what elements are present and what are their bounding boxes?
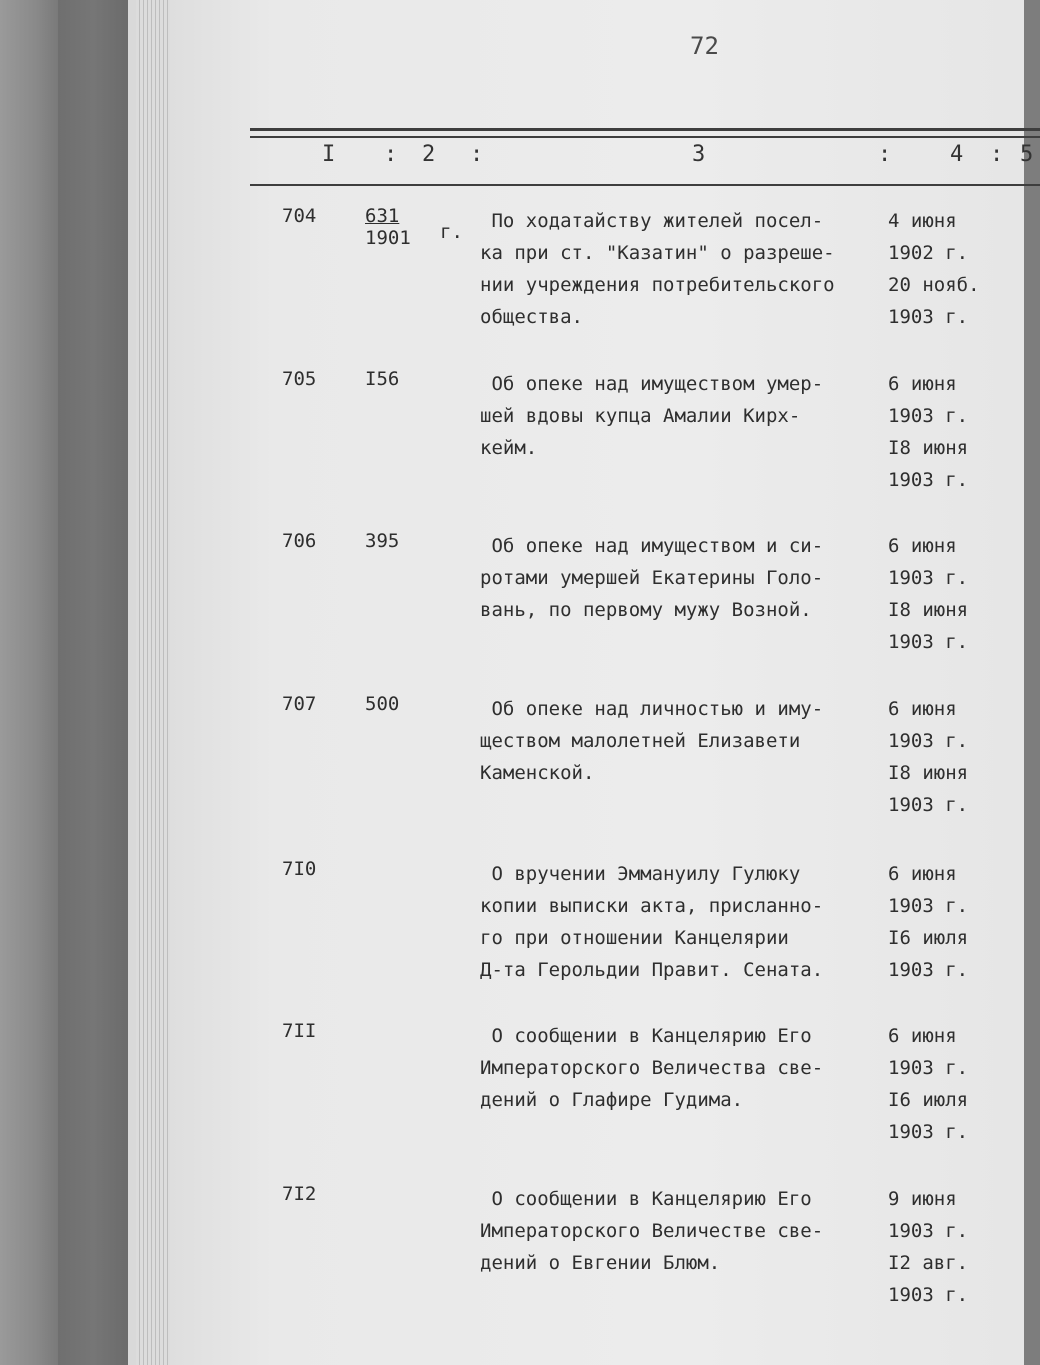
- date-line: 6 июня: [888, 698, 957, 720]
- description-line: копии выписки акта, присланно-: [480, 895, 824, 917]
- date-line: 1903 г.: [888, 1057, 969, 1079]
- entry-dates: [888, 530, 1028, 658]
- entry-description: [480, 693, 890, 789]
- entry-description: [480, 858, 890, 986]
- page-number: 72: [690, 32, 719, 60]
- header-col-3: 3: [692, 142, 706, 167]
- header-separator: :: [878, 142, 892, 167]
- entry-dates: [888, 693, 1028, 821]
- entry-number: 707: [282, 693, 317, 715]
- description-line: вань, по первому мужу Возной.: [480, 599, 812, 621]
- description-line: Об опеке над личностью и иму-: [480, 698, 824, 720]
- description-line: Об опеке над имуществом и си-: [480, 535, 824, 557]
- date-line: 20 нояб.: [888, 274, 980, 296]
- entry-description: [480, 205, 890, 333]
- description-line: По ходатайству жителей посел-: [480, 210, 824, 232]
- description-line: ществом малолетней Елизавети: [480, 730, 801, 752]
- date-line: 1903 г.: [888, 895, 969, 917]
- date-line: 6 июня: [888, 535, 957, 557]
- date-line: 1903 г.: [888, 959, 969, 981]
- page-stack-edge: [136, 0, 170, 1365]
- date-line: 1903 г.: [888, 1220, 969, 1242]
- entry-reference: 395: [365, 530, 400, 552]
- description-line: Д-та Герольдии Правит. Сената.: [480, 959, 824, 981]
- entry-description: [480, 530, 890, 626]
- date-line: 1903 г.: [888, 794, 969, 816]
- description-line: Императорского Величества све-: [480, 1057, 824, 1079]
- description-line: О сообщении в Канцелярию Его: [480, 1025, 812, 1047]
- header-separator: :: [384, 142, 398, 167]
- entry-dates: [888, 368, 1028, 496]
- cover-edge: [128, 0, 136, 1365]
- date-line: I8 июня: [888, 762, 969, 784]
- entry-reference: 500: [365, 693, 400, 715]
- table-header-rule: [250, 184, 1040, 186]
- description-line: Об опеке над имуществом умер-: [480, 373, 824, 395]
- description-line: го при отношении Канцелярии: [480, 927, 789, 949]
- entry-number: 705: [282, 368, 317, 390]
- binding-strip: [58, 0, 128, 1365]
- date-line: I2 авг.: [888, 1252, 969, 1274]
- reference-top: 631: [365, 205, 400, 227]
- header-col-4: 4: [950, 142, 964, 167]
- table-top-rule: [250, 128, 1040, 131]
- date-line: 1903 г.: [888, 730, 969, 752]
- date-line: 1903 г.: [888, 469, 969, 491]
- date-line: 9 июня: [888, 1188, 957, 1210]
- description-line: шей вдовы купца Амалии Кирх-: [480, 405, 801, 427]
- header-separator: :: [990, 142, 1004, 167]
- entry-number: 706: [282, 530, 317, 552]
- binding-cover-left: [0, 0, 58, 1365]
- date-line: 1903 г.: [888, 1284, 969, 1306]
- table-top-rule-second: [250, 136, 1040, 138]
- date-line: 1903 г.: [888, 1121, 969, 1143]
- description-line: дений о Глафире Гудима.: [480, 1089, 744, 1111]
- description-line: ротами умершей Екатерины Голо-: [480, 567, 824, 589]
- date-line: 1902 г.: [888, 242, 969, 264]
- entry-dates: [888, 1183, 1028, 1311]
- description-line: Каменской.: [480, 762, 595, 784]
- entry-number: 7I2: [282, 1183, 317, 1205]
- date-line: 1903 г.: [888, 567, 969, 589]
- date-line: 6 июня: [888, 373, 957, 395]
- entry-number: 7I0: [282, 858, 317, 880]
- entry-reference: I56: [365, 368, 400, 390]
- date-line: 1903 г.: [888, 405, 969, 427]
- entry-dates: [888, 1020, 1028, 1148]
- reference-suffix: г.: [440, 221, 463, 243]
- description-line: ка при ст. "Казатин" о разреше-: [480, 242, 835, 264]
- table-header: [260, 140, 1040, 176]
- description-line: О вручении Эммануилу Гулюку: [480, 863, 801, 885]
- date-line: I8 июня: [888, 599, 969, 621]
- document-page: [170, 0, 1034, 1365]
- date-line: 1903 г.: [888, 631, 969, 653]
- date-line: 4 июня: [888, 210, 957, 232]
- header-col-2: 2: [422, 142, 436, 167]
- entry-description: [480, 1020, 890, 1116]
- description-line: Императорского Величестве све-: [480, 1220, 824, 1242]
- date-line: 6 июня: [888, 863, 957, 885]
- date-line: 6 июня: [888, 1025, 957, 1047]
- header-separator: :: [470, 142, 484, 167]
- entry-description: [480, 1183, 890, 1279]
- description-line: дений о Евгении Блюм.: [480, 1252, 721, 1274]
- entry-dates: [888, 205, 1028, 333]
- date-line: I6 июля: [888, 927, 969, 949]
- description-line: общества.: [480, 306, 583, 328]
- header-col-1: I: [322, 142, 336, 167]
- entry-reference: [365, 205, 463, 249]
- header-col-5: 5: [1020, 142, 1034, 167]
- description-line: О сообщении в Канцелярию Его: [480, 1188, 812, 1210]
- reference-bottom: 1901: [365, 227, 411, 249]
- date-line: 1903 г.: [888, 306, 969, 328]
- description-line: кейм.: [480, 437, 538, 459]
- entry-number: 7II: [282, 1020, 317, 1042]
- date-line: I8 июня: [888, 437, 969, 459]
- date-line: I6 июля: [888, 1089, 969, 1111]
- entry-dates: [888, 858, 1028, 986]
- description-line: нии учреждения потребительского: [480, 274, 835, 296]
- entry-description: [480, 368, 890, 464]
- entry-number: 704: [282, 205, 317, 227]
